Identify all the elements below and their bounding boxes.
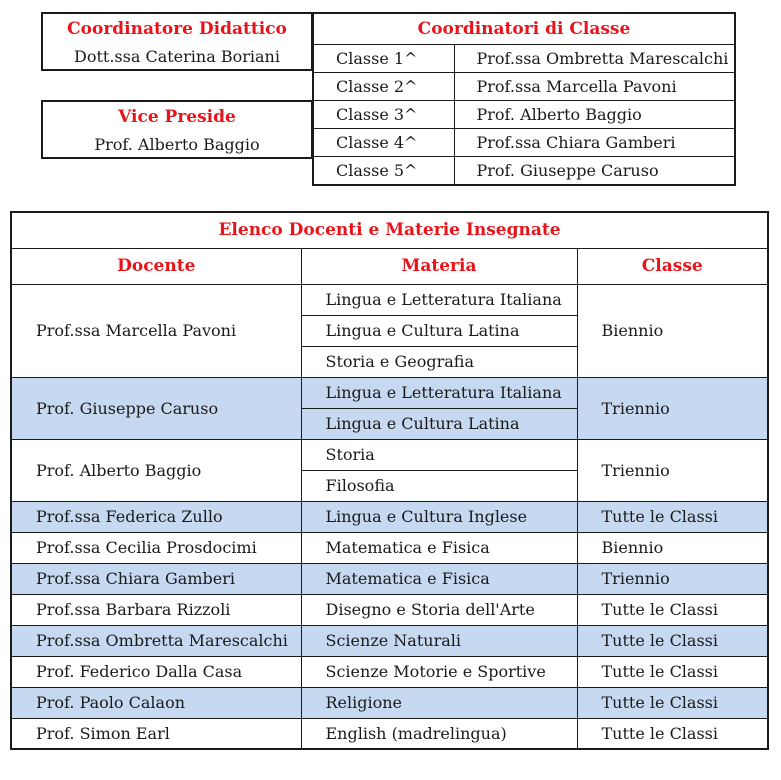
classe-label: Classe 4^ xyxy=(313,129,454,157)
materia-cell: English (madrelingua) xyxy=(301,718,577,749)
materia-cell: Religione xyxy=(301,687,577,718)
materia-cell: Storia xyxy=(301,439,577,470)
table-row xyxy=(11,563,768,594)
docente-cell: Prof. Federico Dalla Casa xyxy=(11,656,301,687)
docente-cell: Prof.ssa Chiara Gamberi xyxy=(11,563,301,594)
coordinatore-title: Coordinatore Didattico xyxy=(67,19,287,39)
classe-cell: Tutte le Classi xyxy=(577,625,768,656)
materia-cell: Lingua e Letteratura Italiana xyxy=(301,377,577,408)
materia-cell: Lingua e Cultura Latina xyxy=(301,408,577,439)
vice-name: Prof. Alberto Baggio xyxy=(94,135,260,154)
materia-cell: Lingua e Cultura Latina xyxy=(301,315,577,346)
docente-cell: Prof.ssa Marcella Pavoni xyxy=(11,284,301,377)
docente-cell: Prof. Paolo Calaon xyxy=(11,687,301,718)
classe-cell: Tutte le Classi xyxy=(577,656,768,687)
coordinatori-table xyxy=(312,12,736,186)
materia-cell: Matematica e Fisica xyxy=(301,532,577,563)
classe-cell: Triennio xyxy=(577,563,768,594)
coordinatori-row xyxy=(313,45,735,73)
header-classe: Classe xyxy=(577,248,768,284)
materia-cell: Disegno e Storia dell'Arte xyxy=(301,594,577,625)
docente-cell: Prof. Giuseppe Caruso xyxy=(11,377,301,439)
materia-cell: Storia e Geografia xyxy=(301,346,577,377)
table-row xyxy=(11,439,768,470)
classe-label: Classe 5^ xyxy=(313,157,454,185)
classe-cell: Tutte le Classi xyxy=(577,718,768,749)
classe-cell: Tutte le Classi xyxy=(577,501,768,532)
materia-cell: Scienze Naturali xyxy=(301,625,577,656)
vice-title: Vice Preside xyxy=(118,107,236,127)
table-row xyxy=(11,718,768,749)
table-row xyxy=(11,687,768,718)
table-row xyxy=(11,594,768,625)
classe-cell: Triennio xyxy=(577,377,768,439)
coordinatori-row xyxy=(313,101,735,129)
docente-cell: Prof. Alberto Baggio xyxy=(11,439,301,501)
classe-cell: Triennio xyxy=(577,439,768,501)
vice-preside-box xyxy=(41,100,313,159)
table-row xyxy=(11,625,768,656)
table-row xyxy=(11,377,768,408)
classe-prof: Prof.ssa Marcella Pavoni xyxy=(454,73,735,101)
table-row xyxy=(11,656,768,687)
coordinatore-didattico-box xyxy=(41,12,313,71)
header-materia: Materia xyxy=(301,248,577,284)
classe-prof: Prof. Alberto Baggio xyxy=(454,101,735,129)
elenco-docenti-table xyxy=(10,211,769,750)
coordinatori-row xyxy=(313,157,735,185)
table-row xyxy=(11,284,768,315)
table-row xyxy=(11,532,768,563)
classe-label: Classe 1^ xyxy=(313,45,454,73)
classe-prof: Prof.ssa Ombretta Marescalchi xyxy=(454,45,735,73)
coordinatori-title: Coordinatori di Classe xyxy=(313,13,735,45)
docente-cell: Prof.ssa Federica Zullo xyxy=(11,501,301,532)
classe-prof: Prof. Giuseppe Caruso xyxy=(454,157,735,185)
classe-prof: Prof.ssa Chiara Gamberi xyxy=(454,129,735,157)
table-row xyxy=(11,501,768,532)
coordinatori-row xyxy=(313,129,735,157)
elenco-title: Elenco Docenti e Materie Insegnate xyxy=(11,212,768,248)
docente-cell: Prof.ssa Barbara Rizzoli xyxy=(11,594,301,625)
classe-cell: Tutte le Classi xyxy=(577,687,768,718)
classe-cell: Biennio xyxy=(577,532,768,563)
header-docente: Docente xyxy=(11,248,301,284)
classe-cell: Biennio xyxy=(577,284,768,377)
materia-cell: Matematica e Fisica xyxy=(301,563,577,594)
docente-cell: Prof.ssa Cecilia Prosdocimi xyxy=(11,532,301,563)
materia-cell: Filosofia xyxy=(301,470,577,501)
classe-label: Classe 3^ xyxy=(313,101,454,129)
docente-cell: Prof.ssa Ombretta Marescalchi xyxy=(11,625,301,656)
materia-cell: Lingua e Letteratura Italiana xyxy=(301,284,577,315)
classe-label: Classe 2^ xyxy=(313,73,454,101)
classe-cell: Tutte le Classi xyxy=(577,594,768,625)
coordinatori-row xyxy=(313,73,735,101)
materia-cell: Scienze Motorie e Sportive xyxy=(301,656,577,687)
coordinatore-name: Dott.ssa Caterina Boriani xyxy=(74,47,280,66)
docente-cell: Prof. Simon Earl xyxy=(11,718,301,749)
materia-cell: Lingua e Cultura Inglese xyxy=(301,501,577,532)
